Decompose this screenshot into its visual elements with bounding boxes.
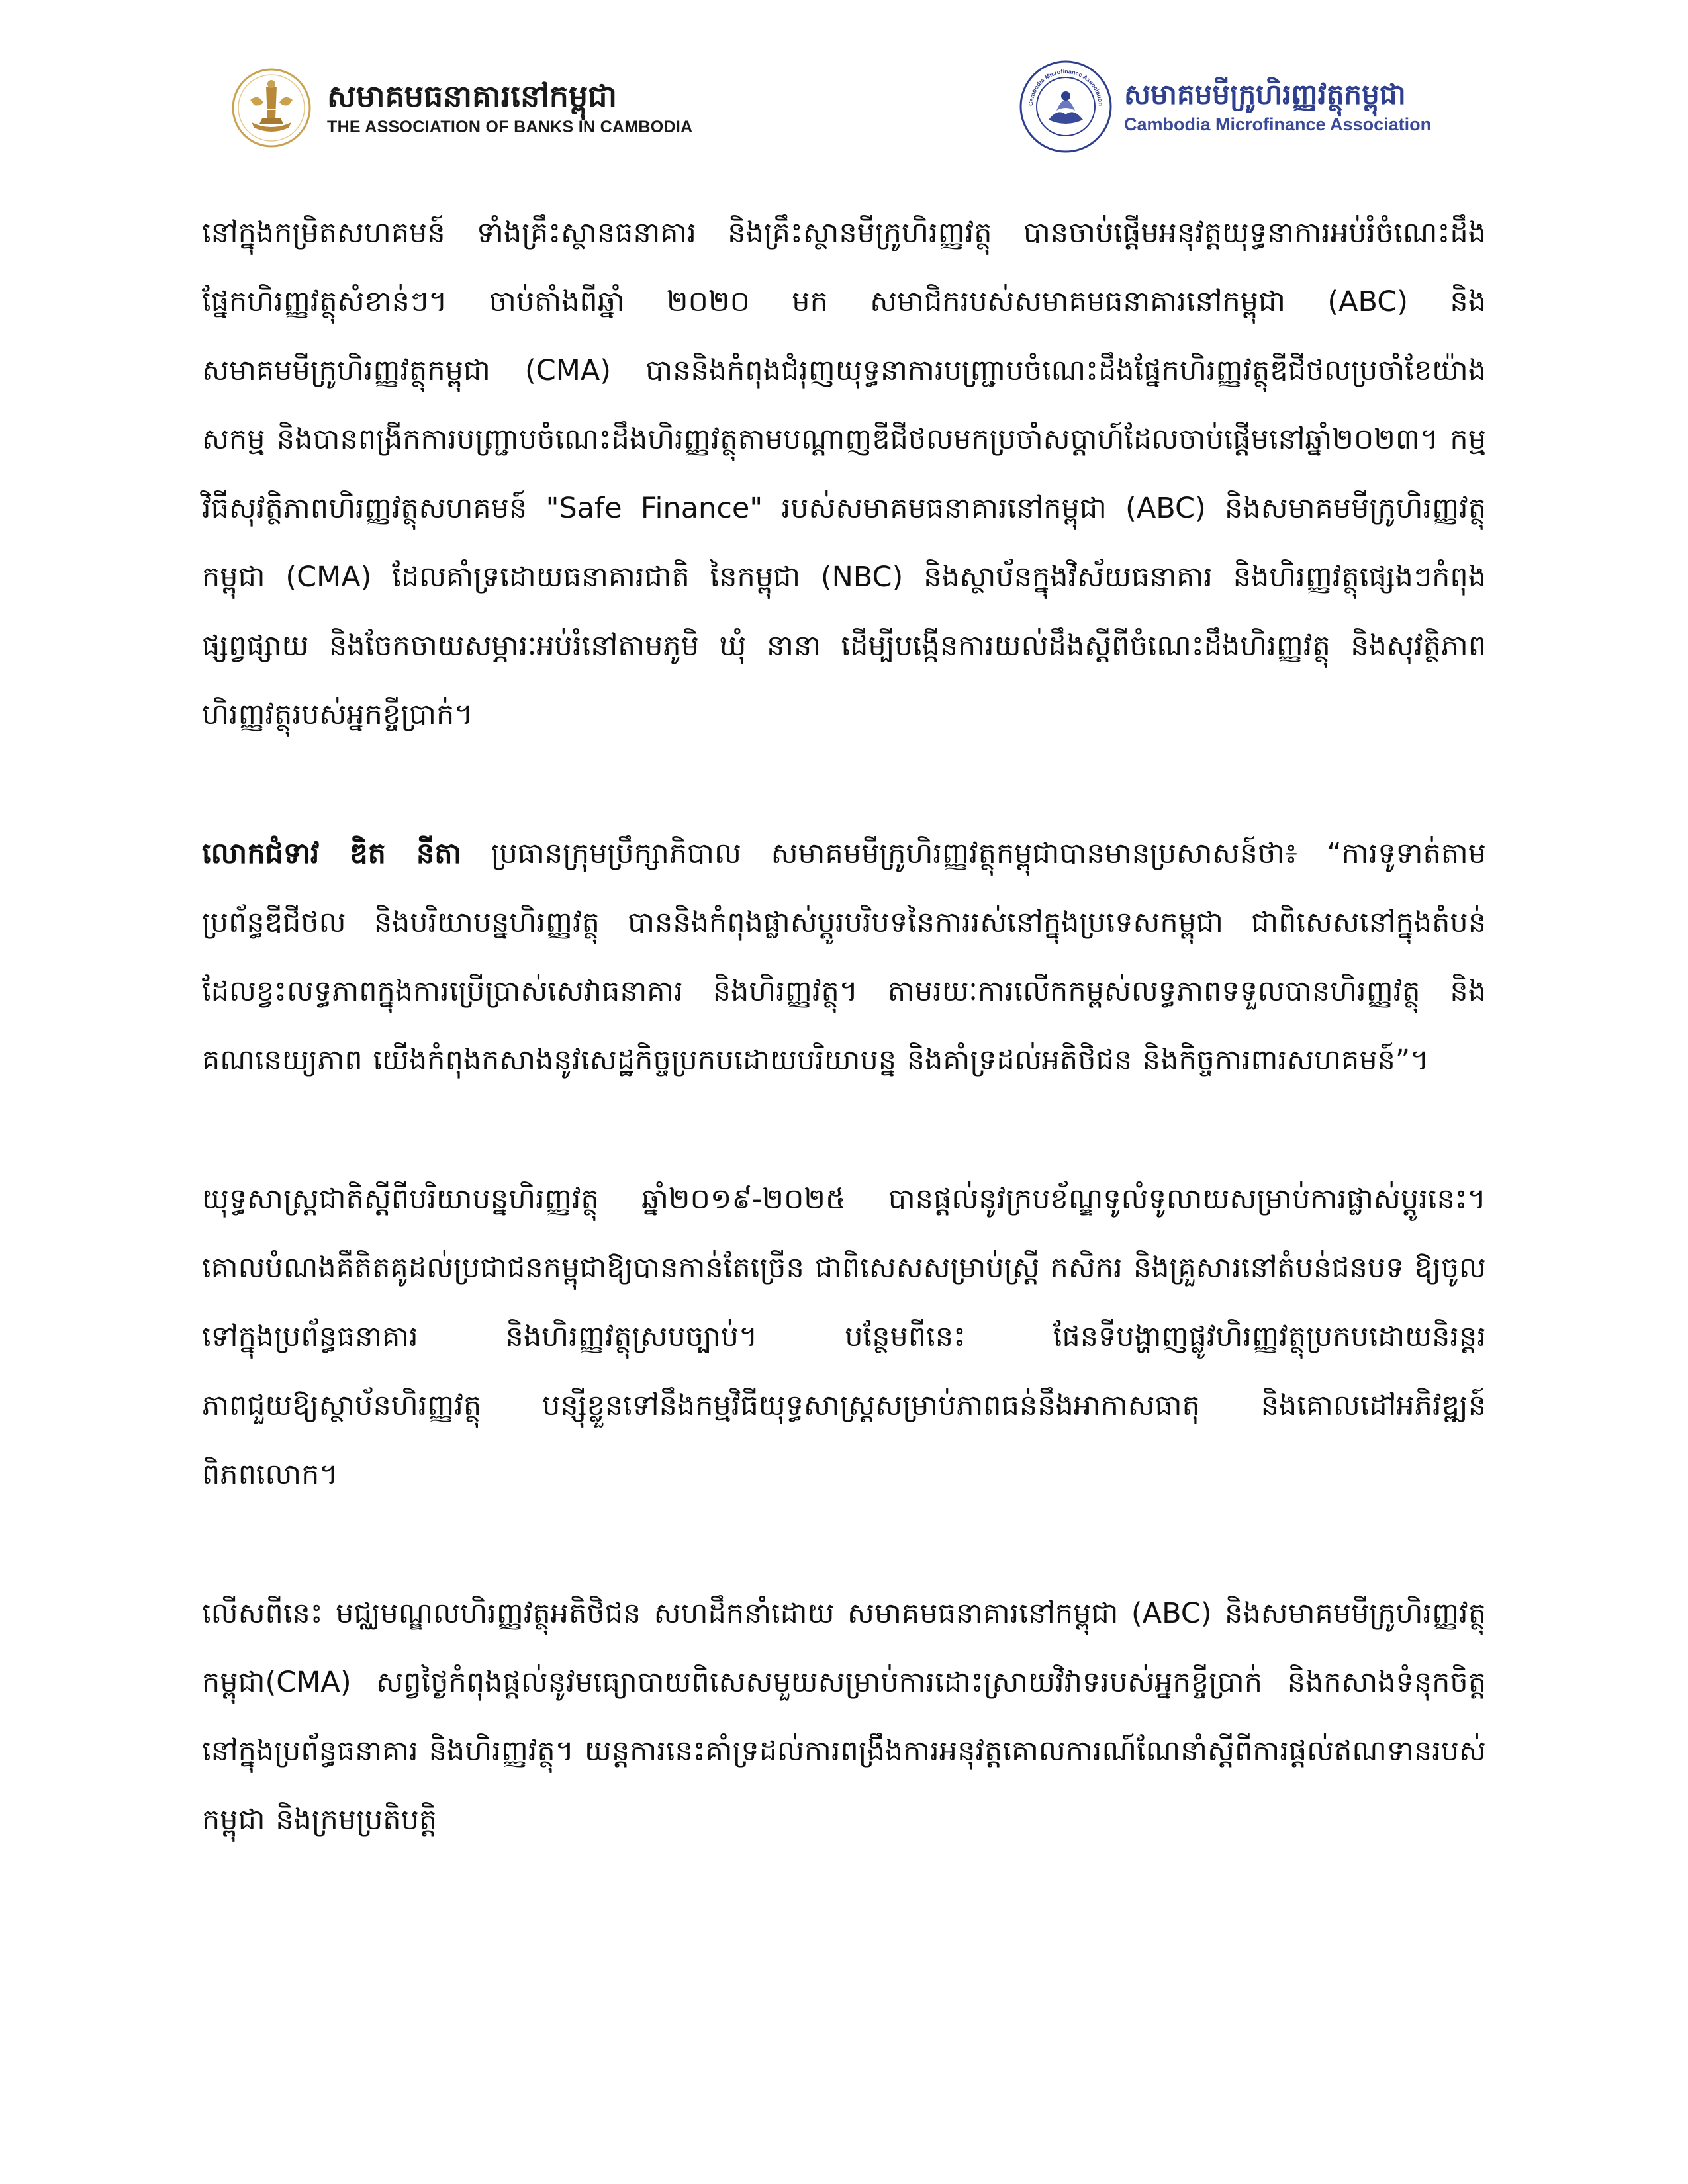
article-body bbox=[202, 199, 1486, 1925]
paragraph-1: នៅក្នុងកម្រិតសហគមន៍ ទាំងគ្រឹះស្ថានធនាគារ និងគ្រឹះស្ថានមីក្រូហិរញ្ញវត្ថុ បានចាប់ផ្តើមអនុវត្តយុទ្ធនាការអប់រំចំណេះដឹងផ្នែកហិរញ្ញវត្ថុសំខាន់ៗ។ ចាប់តាំងពីឆ្នាំ ២០២០ មក សមាជិករបស់សមាគមធនាគារនៅកម្ពុជា (ABC) និងសមាគមមីក្រូហិរញ្ញវត្ថុកម្ពុជា (CMA) បាននិងកំពុងជំរុញយុទ្ធនាការបញ្រ្ជាបចំណេះដឹងផ្នែកហិរញ្ញវត្ថុឌីជីថលប្រចាំខែយ៉ាងសកម្ម និងបានពង្រីកការបញ្រ្ជាបចំណេះដឹងហិរញ្ញវត្ថុតាមបណ្ដាញឌីជីថលមកប្រចាំសប្តាហ៍ដែលចាប់ផ្តើមនៅឆ្នាំ២០២៣។ កម្មវិធីសុវត្ថិភាពហិរញ្ញវត្ថុសហគមន៍ "Safe Finance" របស់សមាគមធនាគារនៅកម្ពុជា (ABC) និងសមាគមមីក្រូហិរញ្ញវត្ថុកម្ពុជា (CMA) ដែលគាំទ្រដោយធនាគារជាតិ នៃកម្ពុជា (NBC) និងស្ថាប័នក្នុងវិស័យធនាគារ និងហិរញ្ញវត្ថុផ្សេងៗកំពុងផ្សព្វផ្សាយ និងចែកចាយសម្ភារៈអប់រំនៅតាមភូមិ ឃុំ នានា ដើម្បីបង្កើនការយល់ដឹងស្តីពីចំណេះដឹងហិរញ្ញវត្ថុ និងសុវត្ថិភាពហិរញ្ញវត្ថុរបស់អ្នកខ្ចីប្រាក់។ bbox=[202, 216, 1486, 731]
letterhead bbox=[0, 0, 1688, 172]
cma-name-en: Cambodia Microfinance Association bbox=[1124, 114, 1432, 134]
svg-text:Cambodia Microfinance Associat: Cambodia Microfinance Association bbox=[1027, 68, 1105, 107]
paragraph-4: លើសពីនេះ មជ្ឈមណ្ឌលហិរញ្ញវត្ថុអតិថិជន សហដឹកនាំដោយ សមាគមធនាគារនៅកម្ពុជា (ABC) និងសមាគមមីក្រូហិរញ្ញវត្ថុកម្ពុជា(CMA) សព្វថ្ងៃកំពុងផ្តល់នូវមធ្យោបាយពិសេសមួយសម្រាប់ការដោះស្រាយវិវាទរបស់អ្នកខ្ចីប្រាក់ និងកសាងទំនុកចិត្តនៅក្នុងប្រព័ន្ធធនាគារ និងហិរញ្ញវត្ថុ។ យន្តការនេះគាំទ្រដល់ការពង្រឹងការអនុវត្តគោលការណ៍ណែនាំស្តីពីការផ្តល់ឥណទានរបស់កម្ពុជា និងក្រមប្រតិបត្តិ bbox=[202, 1597, 1486, 1837]
cma-logo bbox=[1018, 57, 1431, 156]
abc-seal-icon bbox=[230, 67, 312, 149]
abc-name-kh: សមាគមធនាគារនៅកម្ពុជា bbox=[327, 78, 617, 114]
cma-seal-icon bbox=[1018, 59, 1113, 154]
speaker-name: លោកជំទាវ ឌិត នីតា bbox=[202, 837, 462, 870]
cma-name-kh: សមាគមមីក្រូហិរញ្ញវត្ថុកម្ពុជា bbox=[1124, 78, 1406, 111]
paragraph-2-text: ប្រធានក្រុមប្រឹក្សាភិបាល សមាគមមីក្រូហិរញ្ញវត្ថុកម្ពុជាបានមានប្រសាសន៍ថា៖ “ការទូទាត់តាមប្រព័ន្ធឌីជីថល និងបរិយាបន្នហិរញ្ញវត្ថុ បាននិងកំពុងផ្លាស់ប្តូរបរិបទនៃការរស់នៅក្នុងប្រទេសកម្ពុជា ជាពិសេសនៅក្នុងតំបន់ដែលខ្វះលទ្ធភាពក្នុងការប្រើប្រាស់សេវាធនាគារ និងហិរញ្ញវត្ថុ។ តាមរយៈការលើកកម្ពស់លទ្ធភាពទទួលបានហិរញ្ញវត្ថុ និងគណនេយ្យភាព យើងកំពុងកសាងនូវសេដ្ឋកិច្ចប្រកបដោយបរិយាបន្ន និងគាំទ្រដល់អតិថិជន និងកិច្ចការពារសហគមន៍”។ bbox=[202, 837, 1487, 1077]
paragraph-3: យុទ្ធសាស្ត្រជាតិស្តីពីបរិយាបន្នហិរញ្ញវត្ថុ ឆ្នាំ២០១៩-២០២៥ បានផ្តល់នូវក្របខ័ណ្ឌទូលំទូលាយសម្រាប់ការផ្លាស់ប្តូរនេះ។ គោលបំណងគឺតិតគូដល់ប្រជាជនកម្ពុជាឱ្យបានកាន់តែច្រើន ជាពិសេសសម្រាប់ស្ត្រី កសិករ និងគ្រួសារនៅតំបន់ជនបទ ឱ្យចូលទៅក្នុងប្រព័ន្ធធនាគារ និងហិរញ្ញវត្ថុស្របច្បាប់។ បន្ថែមពីនេះ ផែនទីបង្ហាញផ្លូវហិរញ្ញវត្ថុប្រកបដោយនិរន្តរភាពជួយឱ្យស្ថាប័នហិរញ្ញវត្ថុ បន្សុីខ្លួនទៅនឹងកម្មវិធីយុទ្ធសាស្ត្រសម្រាប់ភាពធន់នឹងអាកាសធាតុ និងគោលដៅអភិវឌ្ឍន៍ពិភពលោក។ bbox=[202, 1183, 1486, 1491]
paragraph-2 bbox=[202, 819, 1486, 1095]
abc-logo bbox=[230, 65, 692, 151]
abc-name-en: THE ASSOCIATION OF BANKS IN CAMBODIA bbox=[327, 118, 693, 136]
